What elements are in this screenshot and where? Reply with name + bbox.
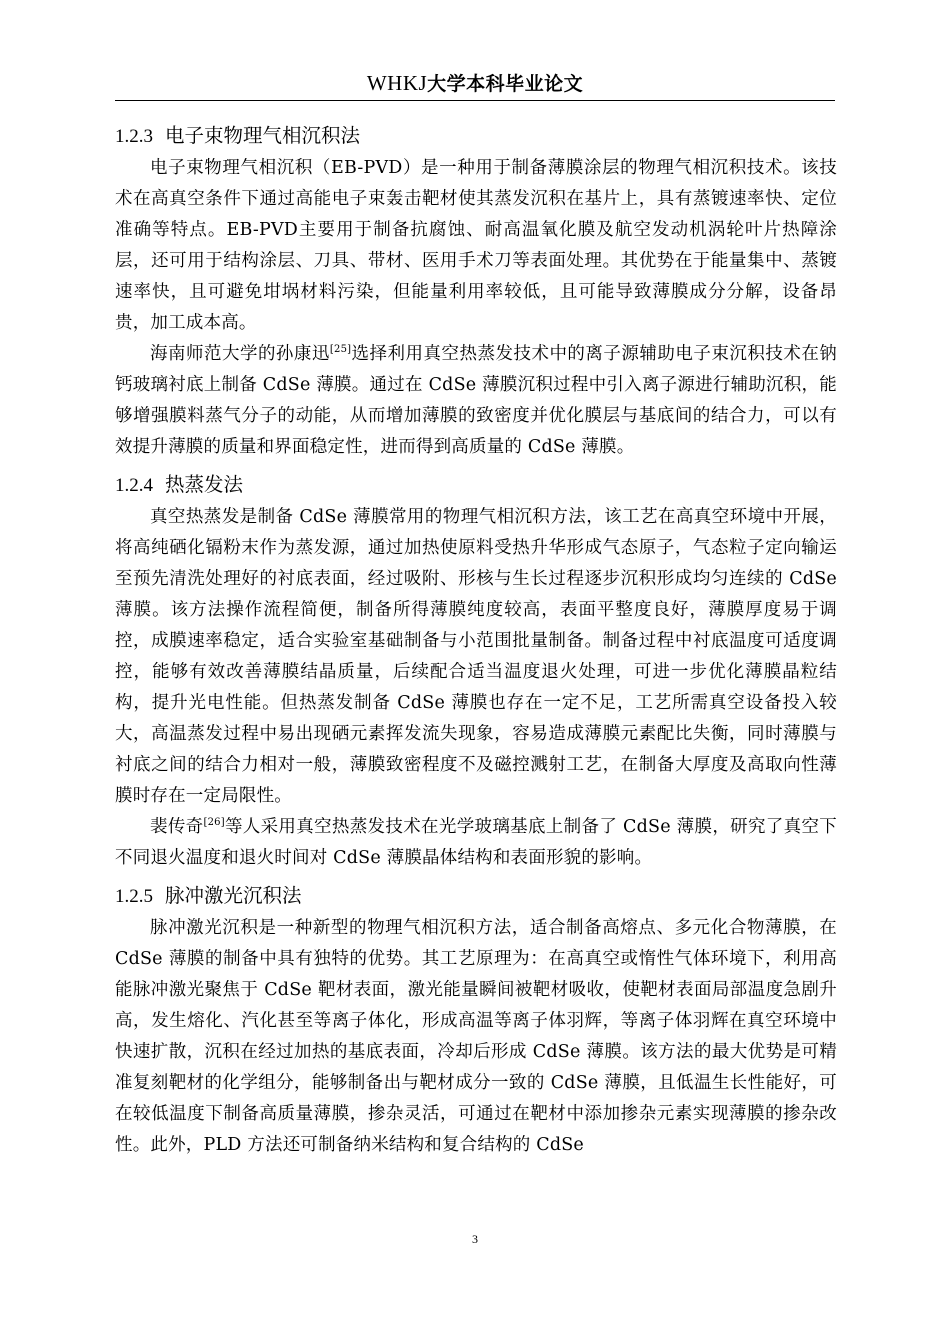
body-paragraph: 真空热蒸发是制备 CdSe 薄膜常用的物理气相沉积方法，该工艺在高真空环境中开展，将高纯硒化镉粉末作为蒸发源，通过加热使原料受热升华形成气态原子，气态粒子定向输运至预先清洗处理好的衬底表面，经过吸附、形核与生长过程逐步沉积形成均匀连续的 CdSe 薄膜。该方法操作流程简便，制备所得薄膜纯度较高，表面平整度良好，薄膜厚度易于调控，成膜速率稳定，适合实验室基础制备与小范围批量制备。制备过程中衬底温度可适度调控，能够有效改善薄膜结晶质量，后续配合适当温度退火处理，可进一步优化薄膜晶粒结构，提升光电性能。但热蒸发制备 CdSe 薄膜也存在一定不足，工艺所需真空设备投入较大，高温蒸发过程中易出现硒元素挥发流失现象，容易造成薄膜元素配比失衡，同时薄膜与衬底之间的结合力相对一般，薄膜致密程度不及磁控溅射工艺，在制备大厚度及高取向性薄膜时存在一定局限性。: [115, 507, 837, 806]
section-1-2-4: [115, 469, 837, 874]
paragraph-text: 裴传奇: [150, 817, 204, 837]
section-number: 1.2.4: [115, 475, 153, 496]
section-heading: [115, 880, 837, 913]
body-paragraph: 脉冲激光沉积是一种新型的物理气相沉积方法，适合制备高熔点、多元化合物薄膜，在 CdSe 薄膜的制备中具有独特的优势。其工艺原理为：在高真空或惰性气体环境下，利用高能脉冲激光聚焦于 CdSe 靶材表面，激光能量瞬间被靶材吸收，使靶材表面局部温度急剧升高，发生熔化、汽化甚至等离子体化，形成高温等离子体羽辉，等离子体羽辉在真空环境中快速扩散，沉积在经过加热的基底表面，冷却后形成 CdSe 薄膜。该方法的最大优势是可精准复刻靶材的化学组分，能够制备出与靶材成分一致的 CdSe 薄膜，且低温生长性能好，可在较低温度下制备高质量薄膜，掺杂灵活，可通过在靶材中添加掺杂元素实现薄膜的掺杂改性。此外，PLD 方法还可制备纳米结构和复合结构的 CdSe: [115, 918, 837, 1155]
section-number: 1.2.3: [115, 126, 153, 147]
body-paragraph: [115, 339, 837, 463]
main-content: [115, 120, 837, 1161]
header-title: 大学本科毕业论文: [427, 73, 584, 95]
citation-ref: [25]: [329, 344, 352, 356]
header-rule: [115, 100, 835, 101]
paragraph-text: 海南师范大学的孙康迅: [150, 344, 330, 364]
body-paragraph: [115, 812, 837, 874]
paragraph-text: 等人采用真空热蒸发技术在光学玻璃基底上制备了 CdSe 薄膜，研究了真空下不同退火温度和退火时间对 CdSe 薄膜晶体结构和表面形貌的影响。: [115, 817, 837, 868]
citation-ref: [26]: [203, 817, 225, 829]
section-1-2-3: [115, 120, 837, 463]
body-paragraph: 电子束物理气相沉积（EB-PVD）是一种用于制备薄膜涂层的物理气相沉积技术。该技术在高真空条件下通过高能电子束轰击靶材使其蒸发沉积在基片上，具有蒸镀速率快、定位准确等特点。EB-PVD主要用于制备抗腐蚀、耐高温氧化膜及航空发动机涡轮叶片热障涂层，还可用于结构涂层、刀具、带材、医用手术刀等表面处理。其优势在于能量集中、蒸镀速率快，且可避免坩埚材料污染，但能量利用率较低，且可能导致薄膜成分分解，设备昂贵，加工成本高。: [115, 158, 837, 333]
section-title: 脉冲激光沉积法: [165, 884, 302, 907]
paragraph-text: 选择利用真空热蒸发技术中的离子源辅助电子束沉积技术在钠钙玻璃衬底上制备 CdSe 薄膜。通过在 CdSe 薄膜沉积过程中引入离子源进行辅助沉积，能够增强膜料蒸气分子的动能，从而增加薄膜的致密度并优化膜层与基底间的结合力，可以有效提升薄膜的质量和界面稳定性，进而得到高质量的 CdSe 薄膜。: [115, 344, 838, 457]
section-heading: [115, 120, 837, 153]
section-heading: [115, 469, 837, 502]
section-1-2-5: [115, 880, 837, 1161]
section-number: 1.2.5: [115, 886, 153, 907]
section-title: 电子束物理气相沉积法: [165, 124, 361, 147]
running-header: [0, 70, 950, 97]
section-title: 热蒸发法: [165, 473, 244, 496]
header-brand: WHKJ: [366, 71, 428, 95]
page-number: 3: [472, 1232, 478, 1246]
